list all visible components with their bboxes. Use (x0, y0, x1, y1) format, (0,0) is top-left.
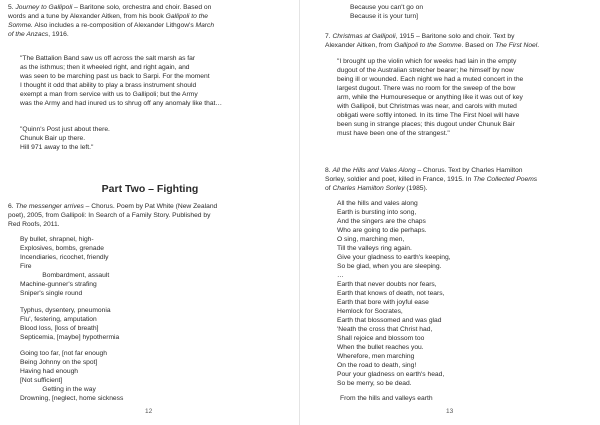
poem-line: From the hills and valleys earth (340, 395, 433, 402)
item-8-line-2: Sorley, soldier and poet, killed in France, 1915. In The Collected Poems (325, 176, 538, 183)
item-6-description (8, 202, 296, 229)
poem-stanza-1 (20, 235, 296, 298)
quote-line: Hill 971 away to the left." (20, 144, 94, 151)
poem-line: So be glad, when you are sleeping. (337, 263, 442, 270)
aitken-quote-band (20, 54, 296, 108)
poem-line: Sniper's single round (20, 290, 83, 297)
quote-line: "I brought up the violin which for weeks had lain in the empty (337, 58, 517, 65)
poem-line: Having had enough (20, 368, 79, 375)
poem-line: Drowning, [neglect, home sickness (20, 395, 124, 402)
quote-line: "The Battalion Band saw us off across the salt marsh as far (20, 55, 196, 62)
item-5-line-2: words and a tune by Alexander Aitken, from his book Gallipoli to the (8, 13, 209, 20)
part-two-heading: Part Two – Fighting (101, 183, 199, 195)
poem-line: All the hills and vales along (337, 200, 418, 207)
item-6-line-3: Red Roofs, 2011. (8, 221, 60, 228)
item-7-line-2: Alexander Aitken, from Gallipoli to the Somme. Based on The First Noel. (325, 42, 540, 49)
quote-line: "Quinn's Post just about there. (20, 126, 110, 133)
quote-line: was seen to be marching past us back to Sarpi. For the moment (20, 73, 210, 80)
item-8-line-3: of Charles Hamilton Sorley (1985). (325, 185, 428, 192)
poem-line: On the road to death, sing! (337, 362, 417, 369)
poem-line: So be merry, so be dead. (337, 380, 412, 387)
poem-line: Pour your gladness on earth's head, (337, 371, 445, 378)
poem-line: Explosives, bombs, grenade (20, 245, 105, 252)
quote-line: I thought it odd that ability to play a brass instrument should (20, 82, 197, 89)
poem-line: Incendiaries, ricochet, friendly (20, 254, 109, 261)
quote-line: exempt a man from service with us to Gallipoli; but the Army (20, 91, 198, 98)
item-5-line-3: Somme. Also includes a re-composition of Alexander Lithgow's March (8, 22, 215, 29)
poem-line: Earth is bursting into song, (337, 209, 417, 216)
quote-line: with Gallipoli, but Christmas was near, and carols with muted (337, 103, 517, 110)
right-page (300, 0, 600, 425)
poem-stanza-2 (20, 306, 296, 342)
quote-line: obligati were softly intoned. In its time The First Noel will have (337, 112, 520, 119)
poem-line: Getting in the way (20, 386, 96, 393)
aitken-quote-positions (20, 125, 296, 152)
poem-line: When the bullet reaches you. (337, 344, 424, 351)
poem-line: Till the valleys ring again. (337, 245, 412, 252)
aitken-quote-violin (337, 57, 597, 138)
poem-line: Septicemia, [maybe] hypothermia (20, 334, 120, 341)
item-6-line-2: poet), 2005, from Gallipoli: In Search of a Family Story. Published by (8, 212, 211, 219)
item-8-description (325, 166, 597, 193)
poem-line: By bullet, shrapnel, high- (20, 236, 94, 243)
poem-line: Blood loss, [loss of breath] (20, 325, 99, 332)
item-5-line-1: 5. Journey to Gallipoli – Baritone solo, orchestra and choir. Based on (8, 4, 212, 11)
poem-line: Going too far, [not far enough (20, 350, 107, 357)
poem-line: Being Johnny on the spot] (20, 359, 98, 366)
poem-line: [Not sufficient] (20, 377, 63, 384)
poem-line: Wherefore, men marching (337, 353, 415, 360)
item-8-line-1: 8. All the Hills and Vales Along – Chorus. Text by Charles Hamilton (325, 167, 523, 174)
poem-line: Hemlock for Socrates, (337, 308, 403, 315)
poem-line: Shall rejoice and blossom too (337, 335, 425, 342)
quote-line: Chunuk Bair up there. (20, 135, 86, 142)
poem-line: Bombardment, assault (20, 272, 110, 279)
quote-line: arm, while the Humoureseque or anything like it was out of key (337, 94, 523, 101)
page-number-left: 12 (145, 408, 153, 415)
quote-line: being ill or wounded. Each night we had a muted concert in the (337, 76, 524, 83)
item-5-line-4: of the Anzacs, 1916. (8, 31, 69, 38)
item-7-description (325, 32, 597, 50)
poem-ellipsis: … (337, 272, 344, 279)
poem-continuation (350, 3, 590, 21)
poem-line: Give your gladness to earth's keeping, (337, 254, 451, 261)
item-6-line-1: 6. The messenger arrives – Chorus. Poem by Pat White (New Zealand (8, 203, 218, 210)
poem-line: Earth that bore with joyful ease (337, 299, 429, 306)
poem-stanza-3 (20, 349, 296, 403)
quote-line: been sung in strange places; this dugout under Chunuk Bair (337, 121, 515, 128)
poem-line: And the singers are the chaps (337, 218, 426, 225)
item-5-description (8, 3, 296, 39)
quote-line: was the Army and had inured us to shrug off any anomaly like that… (20, 100, 223, 107)
poem-line: Earth that never doubts nor fears, (337, 281, 437, 288)
page-number-right: 13 (446, 408, 454, 415)
poem-line: 'Neath the cross that Christ had, (337, 326, 433, 333)
poem-line: Earth that blossomed and was glad (337, 317, 442, 324)
quote-line: must have been one of the strangest." (337, 130, 450, 137)
quote-line: largest dugout. There was no room for the sweep of the bow (337, 85, 516, 92)
sorley-poem (337, 199, 597, 388)
poem-line: Because it is your turn] (350, 13, 419, 20)
poem-line: Machine-gunner's strafing (20, 281, 97, 288)
poem-line: Who are going to die perhaps. (337, 227, 427, 234)
poem-line: Typhus, dysentery, pneumonia (20, 307, 111, 314)
item-7-line-1: 7. Christmas at Gallipoli, 1915 – Baritone solo and choir. Text by (325, 33, 515, 40)
poem-line: Flu', festering, amputation (20, 316, 97, 323)
poem-final-line (340, 394, 597, 403)
poem-line: Because you can't go on (350, 4, 424, 11)
poem-line: O sing, marching men, (337, 236, 405, 243)
quote-line: as the isthmus; then it wheeled right, and right again, and (20, 64, 190, 71)
quote-line: dugout of the Australian stretcher bearer; he himself by now (337, 67, 514, 74)
poem-line: Earth that knows of death, not tears, (337, 290, 445, 297)
poem-line: Fire (20, 263, 32, 270)
